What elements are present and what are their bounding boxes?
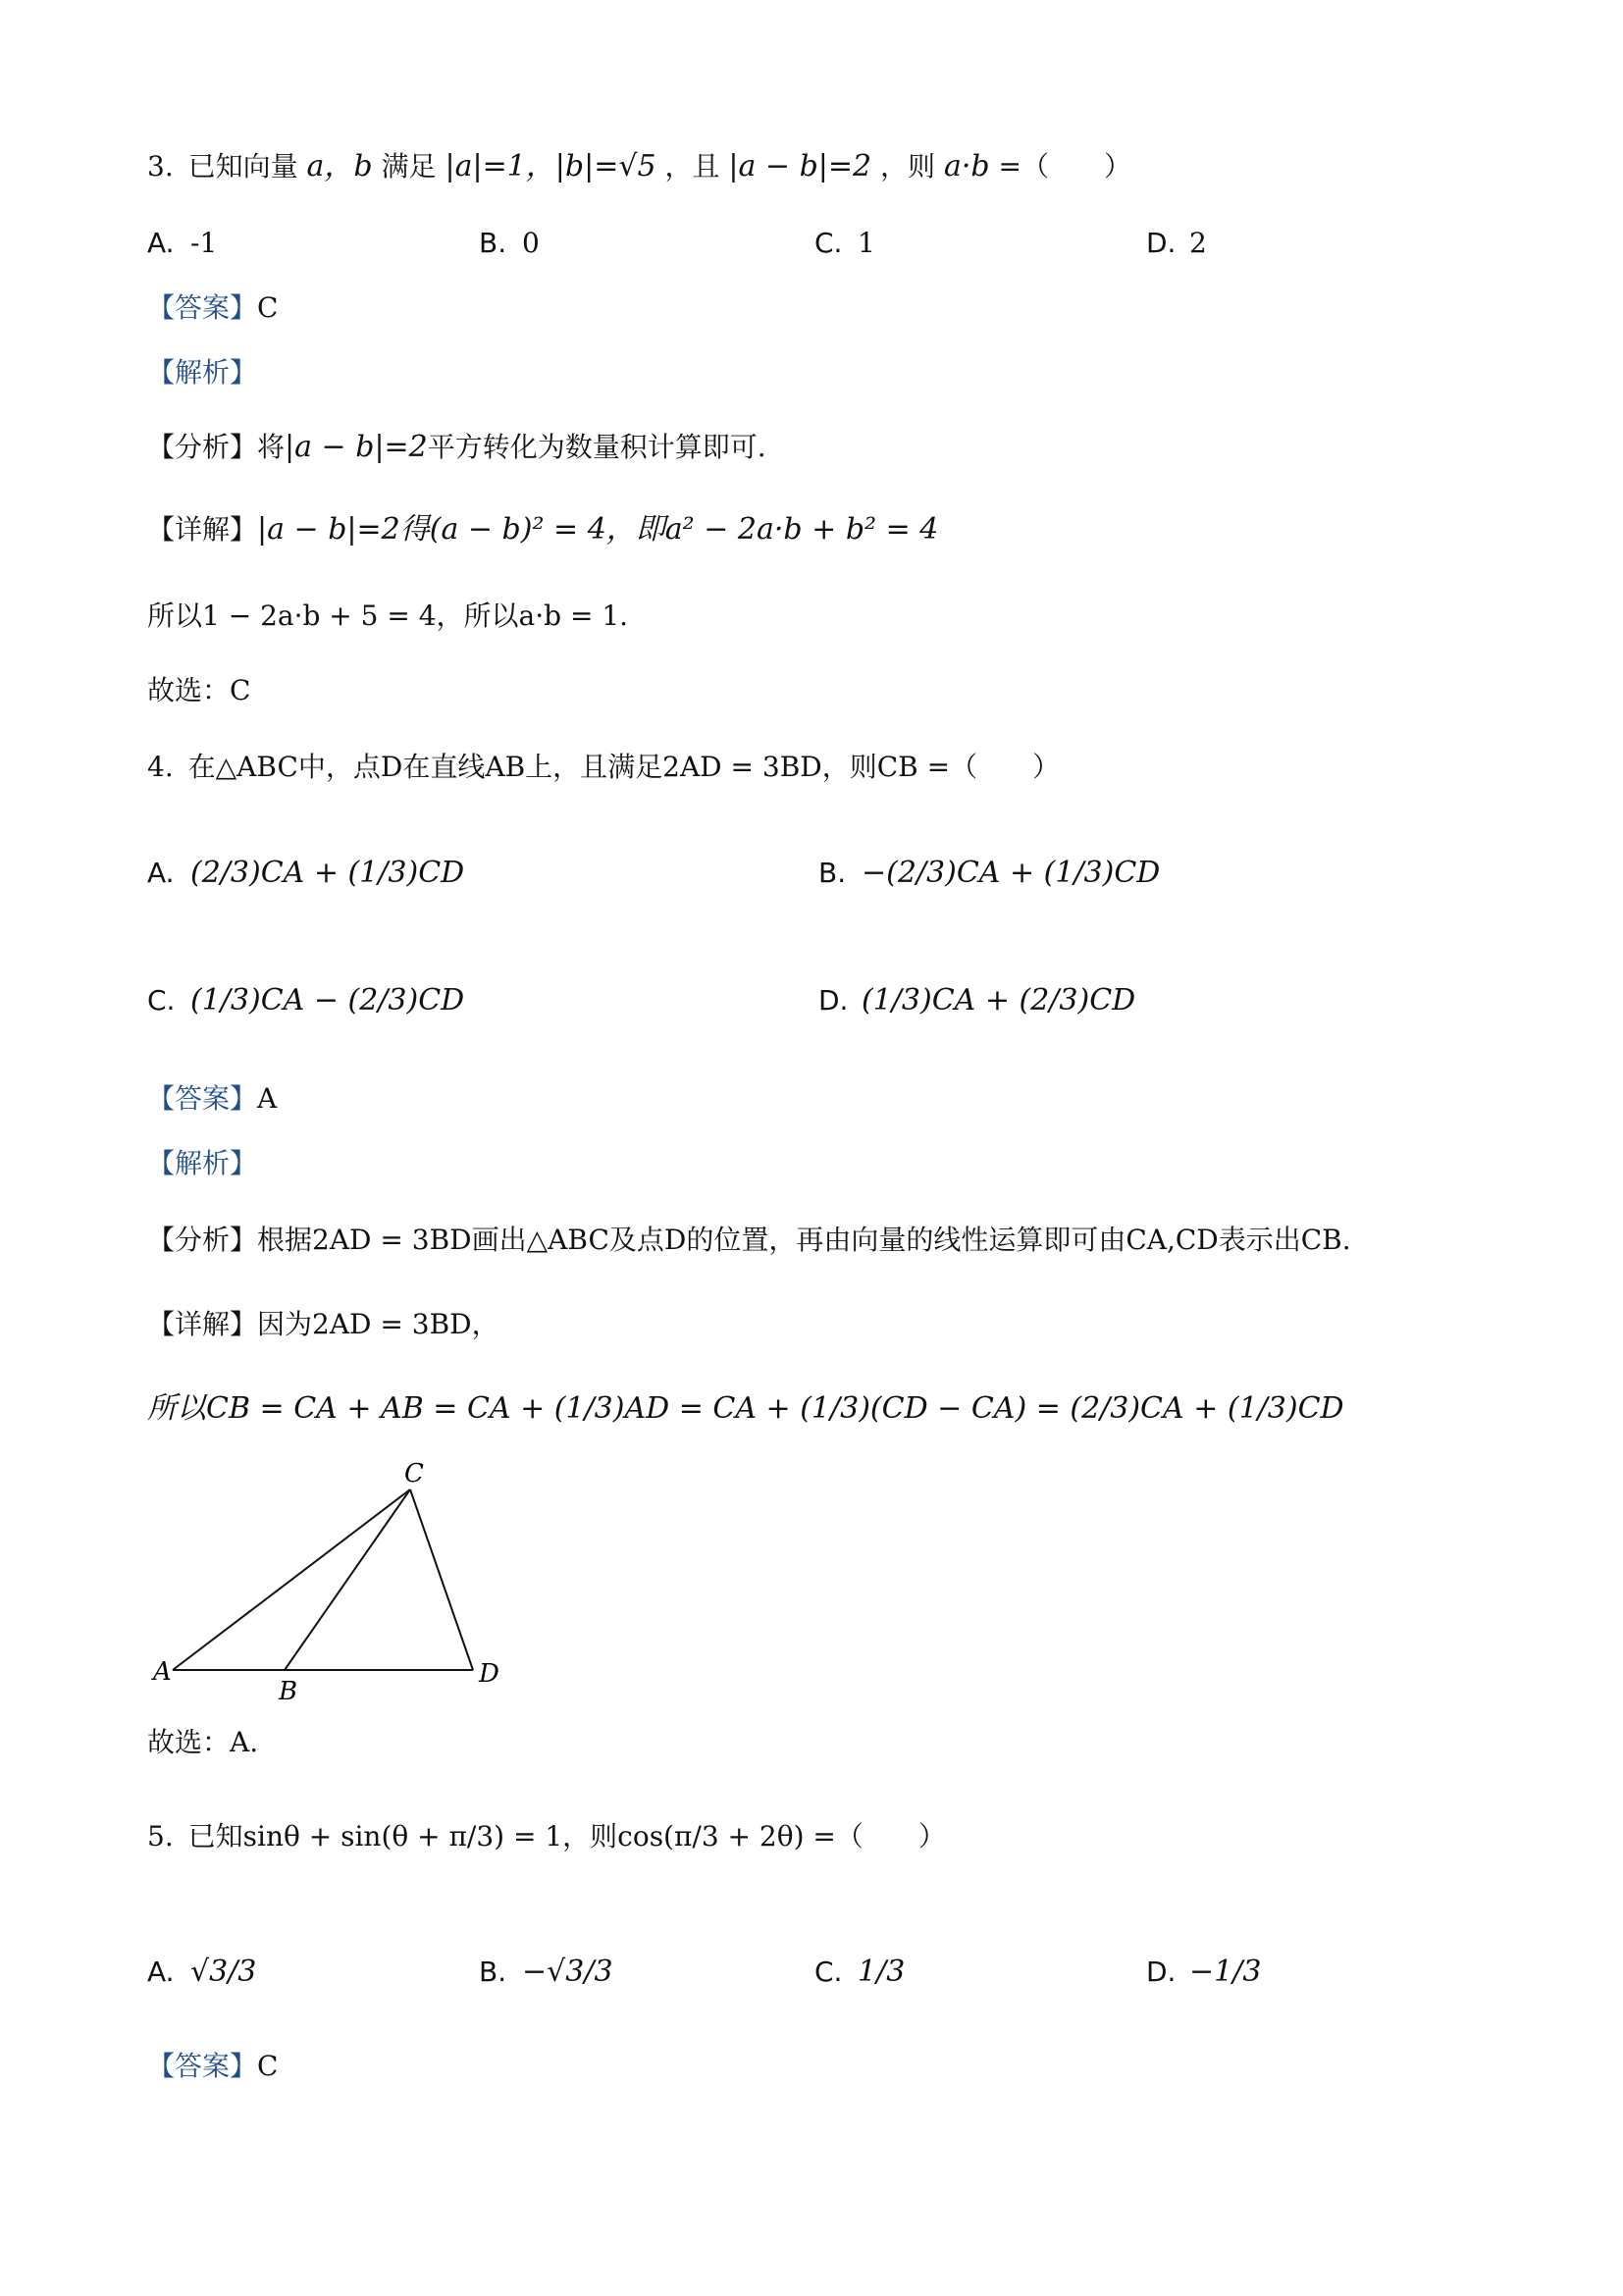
- q4-stem-text: 在△ABC中，点D在直线AB上，且满足2AD = 3BD，则CB =（ ）: [187, 751, 1061, 783]
- q3-fenxi: [147, 428, 766, 467]
- q3-option-c: [814, 224, 875, 263]
- q4-option-c: [147, 981, 464, 1020]
- q5-answer-value: C: [257, 2050, 279, 2082]
- q4-detail-line2: [147, 1389, 1344, 1429]
- q5-option-d-label: D.: [1146, 1956, 1177, 1988]
- q4-option-b-label: B.: [818, 857, 847, 889]
- q5-option-a: [147, 1953, 256, 1992]
- q4-option-d-value: (1/3)CA + (2/3)CD: [862, 983, 1136, 1018]
- q5-option-a-label: A.: [147, 1956, 175, 1988]
- q4-option-a-label: A.: [147, 857, 175, 889]
- q3-choose: [147, 671, 250, 710]
- q4-option-d: [818, 981, 1135, 1020]
- q5-option-b-label: B.: [479, 1956, 507, 1988]
- q3-stem: [147, 147, 1131, 186]
- q3-option-c-value: 1: [858, 227, 875, 259]
- q5-option-c: [814, 1953, 905, 1992]
- q4-option-d-label: D.: [818, 984, 849, 1017]
- answer-tag: 【答案】: [147, 291, 258, 324]
- q3-fenxi-expr: |a − b|=2: [285, 430, 428, 464]
- q5-option-b-value: −√3/3: [522, 1955, 613, 1989]
- q3-option-d: [1146, 224, 1207, 263]
- q3-target: a·b: [943, 149, 990, 183]
- analysis-tag: 【解析】: [147, 1147, 258, 1179]
- q3-stem-and: ，且: [664, 150, 720, 183]
- q3-option-a-value: -1: [190, 227, 218, 259]
- fenxi-tag: 【分析】: [147, 431, 258, 463]
- q4-answer: [147, 1079, 277, 1119]
- q4-detail1: 因为2AD = 3BD，: [257, 1308, 499, 1340]
- xiangjie-tag: 【详解】: [147, 1308, 258, 1340]
- q4-stem: [147, 748, 1060, 787]
- q3-cond1: |a|=1，|b|=√5: [445, 149, 656, 183]
- q4-option-c-label: C.: [147, 984, 176, 1017]
- label-c: C: [404, 1459, 424, 1488]
- q3-number: 3.: [147, 150, 174, 183]
- q5-option-c-value: 1/3: [858, 1955, 906, 1989]
- q3-stem-then: ，则: [880, 150, 936, 183]
- segment-bc: [285, 1489, 410, 1670]
- q3-option-a: [147, 224, 217, 263]
- q3-detail-line2: [147, 597, 628, 636]
- q5-stem-text: 已知sinθ + sin(θ + π/3) = 1，则cos(π/3 + 2θ) =（ ）: [187, 1820, 946, 1852]
- q4-option-b: [818, 854, 1160, 893]
- q3-answer: [147, 288, 278, 328]
- q4-option-a-value: (2/3)CA + (1/3)CD: [190, 856, 465, 890]
- analysis-tag: 【解析】: [147, 356, 258, 389]
- q5-option-b: [479, 1953, 613, 1992]
- q5-option-a-value: √3/3: [190, 1955, 257, 1989]
- q4-fenxi: [147, 1221, 1351, 1260]
- q5-number: 5.: [147, 1820, 174, 1852]
- q4-option-b-value: −(2/3)CA + (1/3)CD: [862, 856, 1161, 890]
- q3-option-d-value: 2: [1189, 227, 1207, 259]
- segment-cd: [410, 1489, 473, 1670]
- q3-option-b: [479, 224, 540, 263]
- xiangjie-tag: 【详解】: [147, 513, 258, 546]
- q3-option-b-label: B.: [479, 227, 507, 259]
- q3-stem-mid: 满足: [381, 150, 437, 183]
- label-b: B: [279, 1677, 298, 1706]
- fenxi-tag: 【分析】: [147, 1224, 258, 1256]
- q3-choose-text: 故选：C: [147, 674, 251, 706]
- q3-detail2: 所以1 − 2a·b + 5 = 4，所以a·b = 1.: [147, 600, 629, 632]
- q3-stem-vecs: a，b: [306, 149, 373, 183]
- q4-fenxi-text: 根据2AD = 3BD画出△ABC及点D的位置，再由向量的线性运算即可由CA,CD表示出CB.: [257, 1224, 1351, 1256]
- answer-tag: 【答案】: [147, 2050, 258, 2082]
- q5-option-d-value: −1/3: [1189, 1955, 1262, 1989]
- q3-stem-pre: 已知向量: [187, 150, 298, 183]
- q3-fenxi-pre: 将: [257, 431, 286, 463]
- q4-number: 4.: [147, 751, 174, 783]
- q4-detail2: 所以CB = CA + AB = CA + (1/3)AD = CA + (1/3)(CD − CA) = (2/3)CA + (1/3)CD: [147, 1391, 1344, 1426]
- q3-analysis-heading: [147, 353, 257, 392]
- q3-cond2: |a − b|=2: [728, 149, 872, 183]
- q4-detail-line1: [147, 1305, 499, 1344]
- q3-detail1: |a − b|=2得(a − b)² = 4，即a² − 2a·b + b² = 4: [257, 512, 939, 547]
- triangle-figure: [147, 1452, 520, 1707]
- label-d: D: [479, 1659, 499, 1689]
- label-a: A: [153, 1657, 172, 1687]
- q3-stem-end: =（ ）: [998, 150, 1131, 183]
- q4-analysis-heading: [147, 1144, 257, 1183]
- q4-option-c-value: (1/3)CA − (2/3)CD: [190, 983, 465, 1018]
- q4-choose-text: 故选：A.: [147, 1726, 259, 1758]
- q3-option-a-label: A.: [147, 227, 175, 259]
- q3-detail-line1: [147, 510, 938, 549]
- q4-answer-value: A: [257, 1082, 278, 1115]
- q3-option-c-label: C.: [814, 227, 843, 259]
- q4-choose: [147, 1723, 258, 1762]
- q3-option-b-value: 0: [522, 227, 540, 259]
- q5-stem: [147, 1817, 946, 1856]
- q5-answer: [147, 2047, 278, 2086]
- q5-option-c-label: C.: [814, 1956, 843, 1988]
- q5-option-d: [1146, 1953, 1261, 1992]
- q3-answer-value: C: [257, 291, 279, 324]
- q3-option-d-label: D.: [1146, 227, 1177, 259]
- q3-fenxi-post: 平方转化为数量积计算即可.: [427, 431, 766, 463]
- answer-tag: 【答案】: [147, 1082, 258, 1115]
- segment-ac: [173, 1489, 410, 1670]
- q4-option-a: [147, 854, 464, 893]
